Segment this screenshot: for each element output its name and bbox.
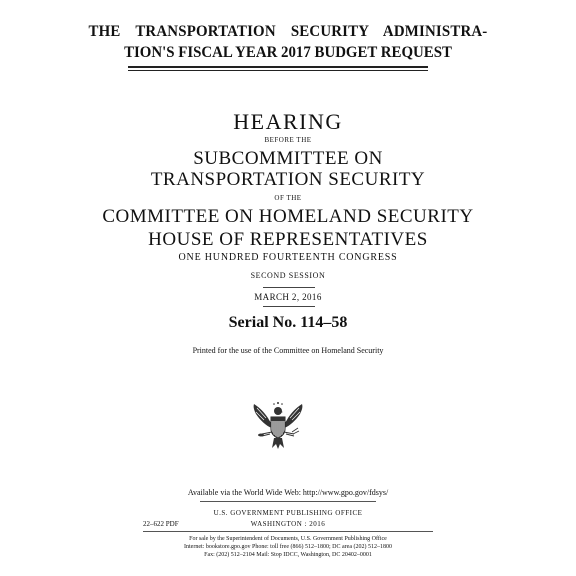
serial-number: Serial No. 114–58 (228, 314, 348, 331)
publisher-name: U.S. GOVERNMENT PUBLISHING OFFICE (213, 509, 363, 517)
publication-location-year: WASHINGTON : 2016 (250, 520, 326, 528)
committee-line-2: HOUSE OF REPRESENTATIVES (148, 229, 428, 250)
congress-label: ONE HUNDRED FOURTEENTH CONGRESS (178, 252, 398, 263)
title-rule-thick (128, 66, 428, 68)
session-label: SECOND SESSION (250, 271, 326, 280)
sale-line-3: Fax: (202) 512–2104 Mail: Stop IDCC, Washington, DC 20402–0001 (204, 552, 372, 558)
footer-rule-bottom (143, 531, 433, 532)
title-line-2: TION'S FISCAL YEAR 2017 BUDGET REQUEST (124, 44, 452, 61)
title-line-1: THE TRANSPORTATION SECURITY ADMINISTRA- (88, 23, 488, 40)
before-the-label: BEFORE THE (264, 136, 312, 144)
title-rule-thin (128, 70, 428, 71)
document-title (20, 21, 556, 63)
committee-line-1: COMMITTEE ON HOMELAND SECURITY (102, 206, 474, 227)
sale-line-1: For sale by the Superintendent of Documents, U.S. Government Publishing Office (189, 536, 387, 542)
sale-line-2: Internet: bookstore.gpo.gov Phone: toll free (866) 512–1800; DC area (202) 512–1800 (184, 544, 392, 550)
printed-for-note: Printed for the use of the Committee on Homeland Security (192, 346, 384, 355)
date-rule-bottom (263, 306, 315, 307)
of-the-label: OF THE (274, 194, 302, 202)
subcommittee-line-2: TRANSPORTATION SECURITY (150, 169, 426, 190)
hearing-date: MARCH 2, 2016 (254, 292, 322, 302)
hearing-heading: HEARING (233, 109, 343, 134)
available-online-note: Available via the World Wide Web: http://www.gpo.gov/fdsys/ (187, 488, 389, 497)
footer-rule-top (200, 501, 376, 502)
pdf-number: 22–622 PDF (143, 520, 179, 528)
eagle-seal-icon (250, 398, 306, 452)
sale-information (0, 535, 576, 559)
date-rule-top (263, 287, 315, 288)
subcommittee-line-1: SUBCOMMITTEE ON (193, 148, 383, 169)
